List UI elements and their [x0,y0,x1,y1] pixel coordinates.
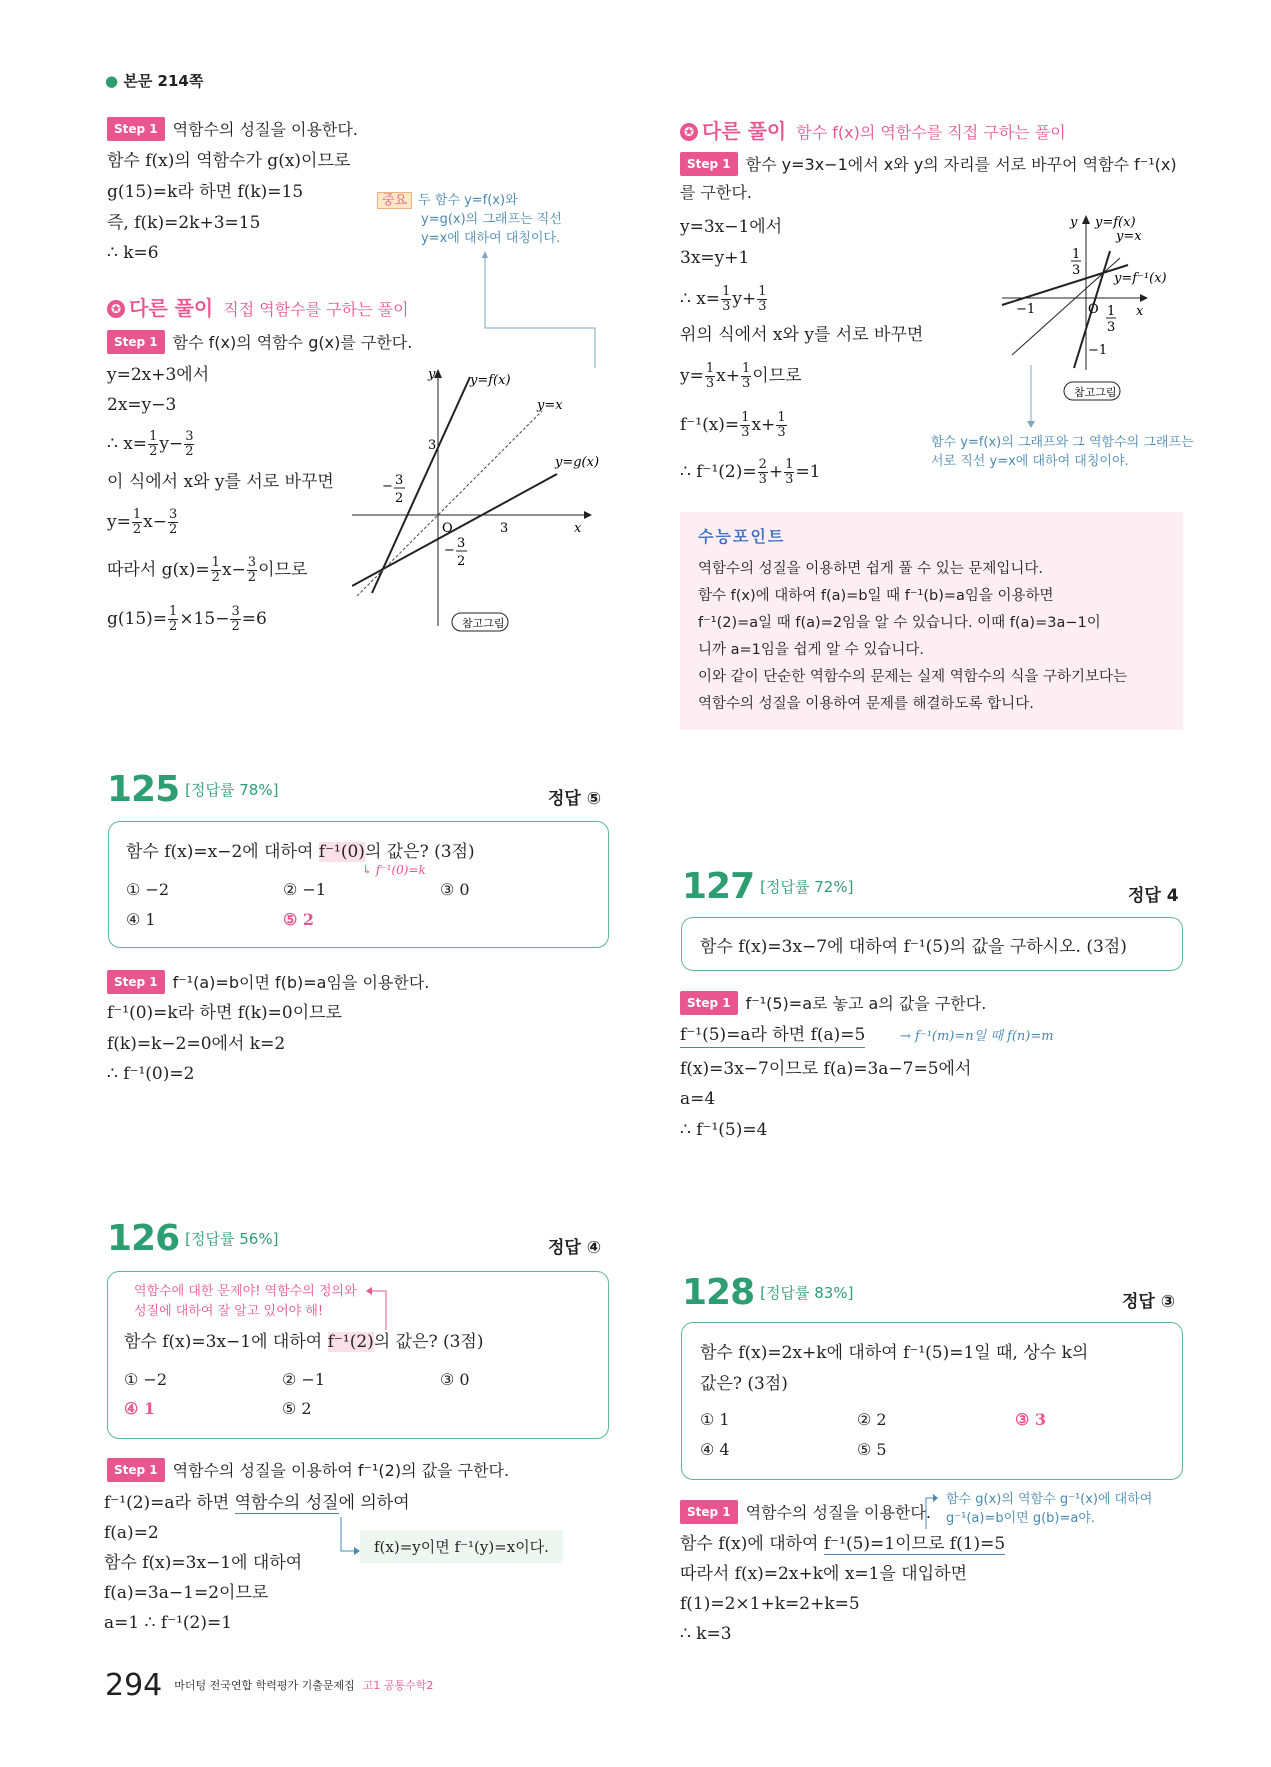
number: 128 [682,1272,755,1313]
question-text [124,1327,483,1352]
correct-rate: [정답률 56%] [185,1230,279,1248]
correct-rate: [정답률 72%] [760,878,854,896]
solution-line: 이 식에서 x와 y를 서로 바꾸면 [107,472,334,492]
fraction: $\frac{1}{3}$ [722,284,731,314]
solution-line: f⁻¹(0)=k라 하면 f(k)=0이므로 [107,1003,342,1023]
point-line: 이와 같이 단순한 역함수의 문제는 실제 역함수의 식을 구하기보다는 [698,669,1128,685]
answer-label: 정답 4 [1128,886,1179,906]
pink-note [134,1282,357,1322]
tick-label: −1 [1016,302,1036,317]
solution-line: f(k)=k−2=0에서 k=2 [107,1034,286,1054]
solution-line: g(15)= $\frac{1}{2}$ ×15− $\frac{3}{2}$ =6 [107,604,267,634]
step1-heading [680,152,1177,176]
alt-title: 다른 풀이 [702,119,787,143]
q-pre: 함수 f(x)=3x−1에 대하여 [124,1332,328,1352]
solution-line: f(a)=3a−1=2이므로 [104,1583,269,1603]
q-pre: 함수 f(x)=x−2에 대하여 [126,842,319,862]
choice-2: ② −1 [282,1370,326,1389]
tick-label: 3 [500,521,509,536]
axis-label-y: y [1070,215,1078,230]
solution-line: 따라서 g(x)= $\frac{1}{2}$ x− $\frac{3}{2}$ 이므로 [107,555,308,585]
label-identity: y=x [1116,229,1142,244]
solution-line: ∴ f⁻¹(2)= $\frac{2}{3}$ + $\frac{1}{3}$ =1 [680,457,821,487]
solution-line: 위의 식에서 x와 y를 서로 바꾸면 [680,325,924,345]
step-text: 함수 f(x)의 역함수 g(x)를 구한다. [172,333,413,352]
point-line: 니까 a=1임을 쉽게 알 수 있습니다. [698,642,924,658]
question-text: 함수 f(x)=3x−7에 대하여 f⁻¹(5)의 값을 구하시오. (3점) [700,937,1127,957]
q-post: 의 값은? (3점) [373,1332,484,1352]
fraction: $\frac{3}{2}$ [185,429,194,459]
question-text [700,1338,1088,1400]
step-badge: Step 1 [680,991,738,1015]
solution-line: 2x=y−3 [107,395,177,415]
choice-2: ② 2 [857,1410,887,1429]
text: f⁻¹(2)=a라 하면 [104,1493,235,1513]
q-highlight: f⁻¹(2) [327,1332,374,1352]
solution-line: ∴ k=6 [107,243,159,263]
step-text: 역함수의 성질을 이용하여 f⁻¹(2)의 값을 구한다. [172,1461,510,1480]
solution-line: f(x)=3x−7이므로 f(a)=3a−7=5에서 [680,1059,972,1079]
problem-number [682,1272,853,1313]
note-line: 두 함수 y=f(x)와 [418,193,518,208]
note-line: 성질에 대하여 잘 알고 있어야 해! [134,1304,324,1319]
down-arrow [1025,365,1037,429]
underlined-text: f⁻¹(5)=1이므로 f(1)=5 [823,1534,1006,1554]
note-line: 역함수에 대한 문제야! 역함수의 정의와 [134,1284,357,1299]
problem-number [107,769,278,810]
step-text: f⁻¹(5)=a로 놓고 a의 값을 구한다. [745,994,987,1013]
solution-line: ∴ f⁻¹(5)=4 [680,1120,768,1140]
svg-text:−: − [382,479,393,494]
q-post: 의 값은? (3점) [364,842,475,862]
fraction: $\frac{1}{2}$ [211,555,220,585]
choice-1: ① 1 [700,1410,730,1429]
step-badge: Step 1 [107,117,165,141]
q-highlight: f⁻¹(0) [318,842,365,862]
exam-point-box [680,512,1183,730]
note-line: y=g(x)의 그래프는 직선 [421,212,562,227]
solution-line: 따라서 f(x)=2x+k에 x=1을 대입하면 [680,1564,967,1584]
origin-label: O [1088,302,1099,317]
q-line: 함수 f(x)=2x+k에 대하여 f⁻¹(5)=1일 때, 상수 k의 [700,1343,1089,1363]
step1-heading [107,1458,509,1482]
subject-label: 고1 공통수학2 [362,1679,434,1692]
note-line: 함수 y=f(x)의 그래프와 그 역함수의 그래프는 [931,435,1194,450]
tip-box: f(x)=y이면 f⁻¹(y)=x이다. [360,1530,563,1563]
tick-label: −1 [1088,343,1108,358]
alt-solution-heading [680,115,1066,144]
choice-1: ① −2 [124,1370,168,1389]
underlined-text: 역함수의 성질 [234,1493,339,1513]
solution-line: y= $\frac{1}{3}$ x+ $\frac{1}{3}$ 이므로 [680,361,802,391]
step-badge: Step 1 [680,152,738,176]
label-f: y=f(x) [1095,215,1136,230]
tick-label: 1 [1107,304,1116,319]
tick-label: 3 [428,438,437,453]
side-note [946,1490,1152,1528]
step-badge: Step 1 [107,330,165,354]
solution-line: f(1)=2×1+k=2+k=5 [680,1594,860,1614]
step-text: f⁻¹(a)=b이면 f(b)=a임을 이용한다. [172,973,430,992]
text: 에 의하여 [338,1493,410,1513]
choice-5: ⑤ 2 [282,1399,312,1418]
label-f: y=f(x) [470,373,511,388]
point-line: 역함수의 성질을 이용하여 문제를 해결하도록 합니다. [698,696,1034,712]
problem-number [107,1218,278,1259]
solution-line: ∴ f⁻¹(0)=2 [107,1064,195,1084]
solution-line: ∴ x= $\frac{1}{2}$ y− $\frac{3}{2}$ [107,429,194,459]
solution-line: a=4 [680,1089,716,1109]
fraction: $\frac{1}{2}$ [169,604,178,634]
connector-arrow [320,1517,360,1557]
fraction: $\frac{1}{2}$ [149,429,158,459]
step-text: 역함수의 성질을 이용한다. [172,120,358,139]
solution-line: 즉, f(k)=2k+3=15 [107,213,261,233]
connector-arrow [480,250,600,370]
hint-note: ↳ f⁻¹(0)=k [362,863,426,877]
step-badge: Step 1 [107,1458,165,1482]
answer-label: 정답 ⑤ [548,789,602,809]
page-reference [105,70,203,91]
point-line: 함수 f(x)에 대하여 f(a)=b일 때 f⁻¹(b)=a임을 이용하면 [698,588,1054,604]
important-note [377,191,562,248]
choice-2: ② −1 [283,880,327,899]
fraction: $\frac{2}{3}$ [758,457,767,487]
tick-label: 2 [457,554,466,569]
note-line: 서로 직선 y=x에 대하여 대칭이야. [931,454,1129,469]
text: 함수 f(x)에 대하여 [680,1534,824,1554]
correct-rate: [정답률 83%] [760,1284,854,1302]
fraction: $\frac{1}{3}$ [777,410,786,440]
tick-label: 2 [395,491,404,506]
alt-solution-heading [107,292,409,321]
svg-text:−: − [444,543,455,558]
axis-label-y: y [428,367,436,382]
step1-heading [107,117,358,141]
question-text [126,837,475,862]
step1-heading [107,330,412,354]
number: 127 [682,866,755,907]
note-line: y=x에 대하여 대칭이다. [421,231,561,246]
important-tag: 중요 [377,192,412,209]
fraction: $\frac{3}{2}$ [247,555,257,585]
choice-4: ④ 1 [126,910,156,929]
solution-line: 함수 f(x)=3x−1에 대하여 [104,1553,303,1573]
solution-line: y=3x−1에서 [680,217,783,237]
solution-line: y=2x+3에서 [107,365,210,385]
footer [105,1668,433,1703]
connector-arrow [366,1286,390,1332]
step1-heading [680,991,986,1015]
page-number: 294 [105,1668,163,1703]
connector-arrow [922,1493,938,1529]
solution-line: 함수 f(x)의 역함수가 g(x)이므로 [107,151,351,171]
point-line: 역함수의 성질을 이용하면 쉽게 풀 수 있는 문제입니다. [698,561,1044,577]
solution-line: g(15)=k라 하면 f(k)=15 [107,182,304,202]
choice-4-checked: ④ 1 [124,1399,156,1418]
label-finv: y=f⁻¹(x) [1114,271,1167,286]
label-g: y=g(x) [555,455,600,470]
step-text: 역함수의 성질을 이용한다. [745,1503,931,1522]
step-badge: Step 1 [680,1500,738,1524]
solution-line: ∴ k=3 [680,1624,732,1644]
reference-graph-left [352,366,622,646]
problem-number [682,866,853,907]
alt-title: 다른 풀이 [129,296,214,320]
line-finv [1002,265,1128,305]
answer-label: 정답 ③ [1122,1292,1176,1312]
fraction: $\frac{1}{3}$ [785,457,794,487]
step-text-cont: 를 구한다. [680,183,752,202]
solution-line [680,1532,1005,1556]
step1-heading [680,1500,931,1524]
choice-1: ① −2 [126,880,170,899]
fraction: $\frac{1}{3}$ [705,361,715,391]
solution-line: y= $\frac{1}{2}$ x− $\frac{3}{2}$ [107,507,178,537]
circle-icon: ● [105,72,119,90]
graph-caption: 참고그림 [1074,386,1117,399]
tick-label: 1 [1072,247,1081,262]
star-icon: ✪ [680,123,698,141]
solution-line: 3x=y+1 [680,248,750,268]
fraction: $\frac{1}{2}$ [132,507,142,537]
fraction: $\frac{1}{3}$ [741,410,750,440]
step-text: 함수 y=3x−1에서 x와 y의 자리를 서로 바꾸어 역함수 f⁻¹(x) [745,155,1177,174]
symmetry-note [931,433,1194,471]
fraction: $\frac{3}{2}$ [231,604,240,634]
reference-label: 본문 214쪽 [123,72,204,90]
choice-3-checked: ③ 3 [1015,1410,1047,1429]
answer-label: 정답 ④ [548,1238,602,1258]
step-badge: Step 1 [107,970,165,994]
book-title: 마더텅 전국연합 학력평가 기출문제집 [174,1679,355,1692]
graph-caption: 참고그림 [462,617,505,630]
solution-line: f(a)=2 [104,1523,159,1543]
axis-label-x: x [574,521,582,536]
alt-subtitle: 직접 역함수를 구하는 풀이 [223,300,409,319]
q-line: 값은? (3점) [700,1374,788,1394]
axis-label-x: x [1136,304,1144,319]
exam-point-title: 수능포인트 [698,527,786,546]
choice-4: ④ 4 [700,1440,730,1459]
point-line: f⁻¹(2)=a일 때 f(a)=2임을 알 수 있습니다. 이때 f(a)=3a−1이 [698,615,1101,631]
number: 126 [107,1218,180,1259]
fraction: $\frac{3}{2}$ [168,507,178,537]
step1-heading [107,970,429,994]
choice-5-checked: ⑤ 2 [283,910,315,929]
solution-line [104,1491,410,1515]
choice-3: ③ 0 [440,1370,470,1389]
solution-line: a=1 ∴ f⁻¹(2)=1 [104,1613,233,1633]
solution-line-underlined: f⁻¹(5)=a라 하면 f(a)=5 [680,1023,865,1048]
side-note: → f⁻¹(m)=n일 때 f(n)=m [900,1029,1054,1044]
star-icon: ✪ [107,300,125,318]
choice-3: ③ 0 [440,880,470,899]
note-line: 함수 g(x)의 역함수 g⁻¹(x)에 대하여 [946,1492,1153,1507]
fraction: $\frac{1}{3}$ [758,284,767,314]
origin-label: O [442,521,453,536]
tick-label: 3 [457,536,466,551]
solution-line: ∴ x= $\frac{1}{3}$ y+ $\frac{1}{3}$ [680,284,767,314]
tick-label: 3 [395,473,404,488]
label-identity: y=x [537,398,563,413]
note-line: g⁻¹(a)=b이면 g(b)=a야. [946,1511,1096,1526]
solution-line: f⁻¹(x)= $\frac{1}{3}$ x+ $\frac{1}{3}$ [680,410,786,440]
number: 125 [107,769,180,810]
alt-subtitle: 함수 f(x)의 역함수를 직접 구하는 풀이 [796,123,1066,142]
tick-label: 3 [1107,320,1116,335]
correct-rate: [정답률 78%] [185,781,279,799]
choice-5: ⑤ 5 [857,1440,887,1459]
tick-label: 3 [1072,263,1081,278]
fraction: $\frac{1}{3}$ [741,361,751,391]
